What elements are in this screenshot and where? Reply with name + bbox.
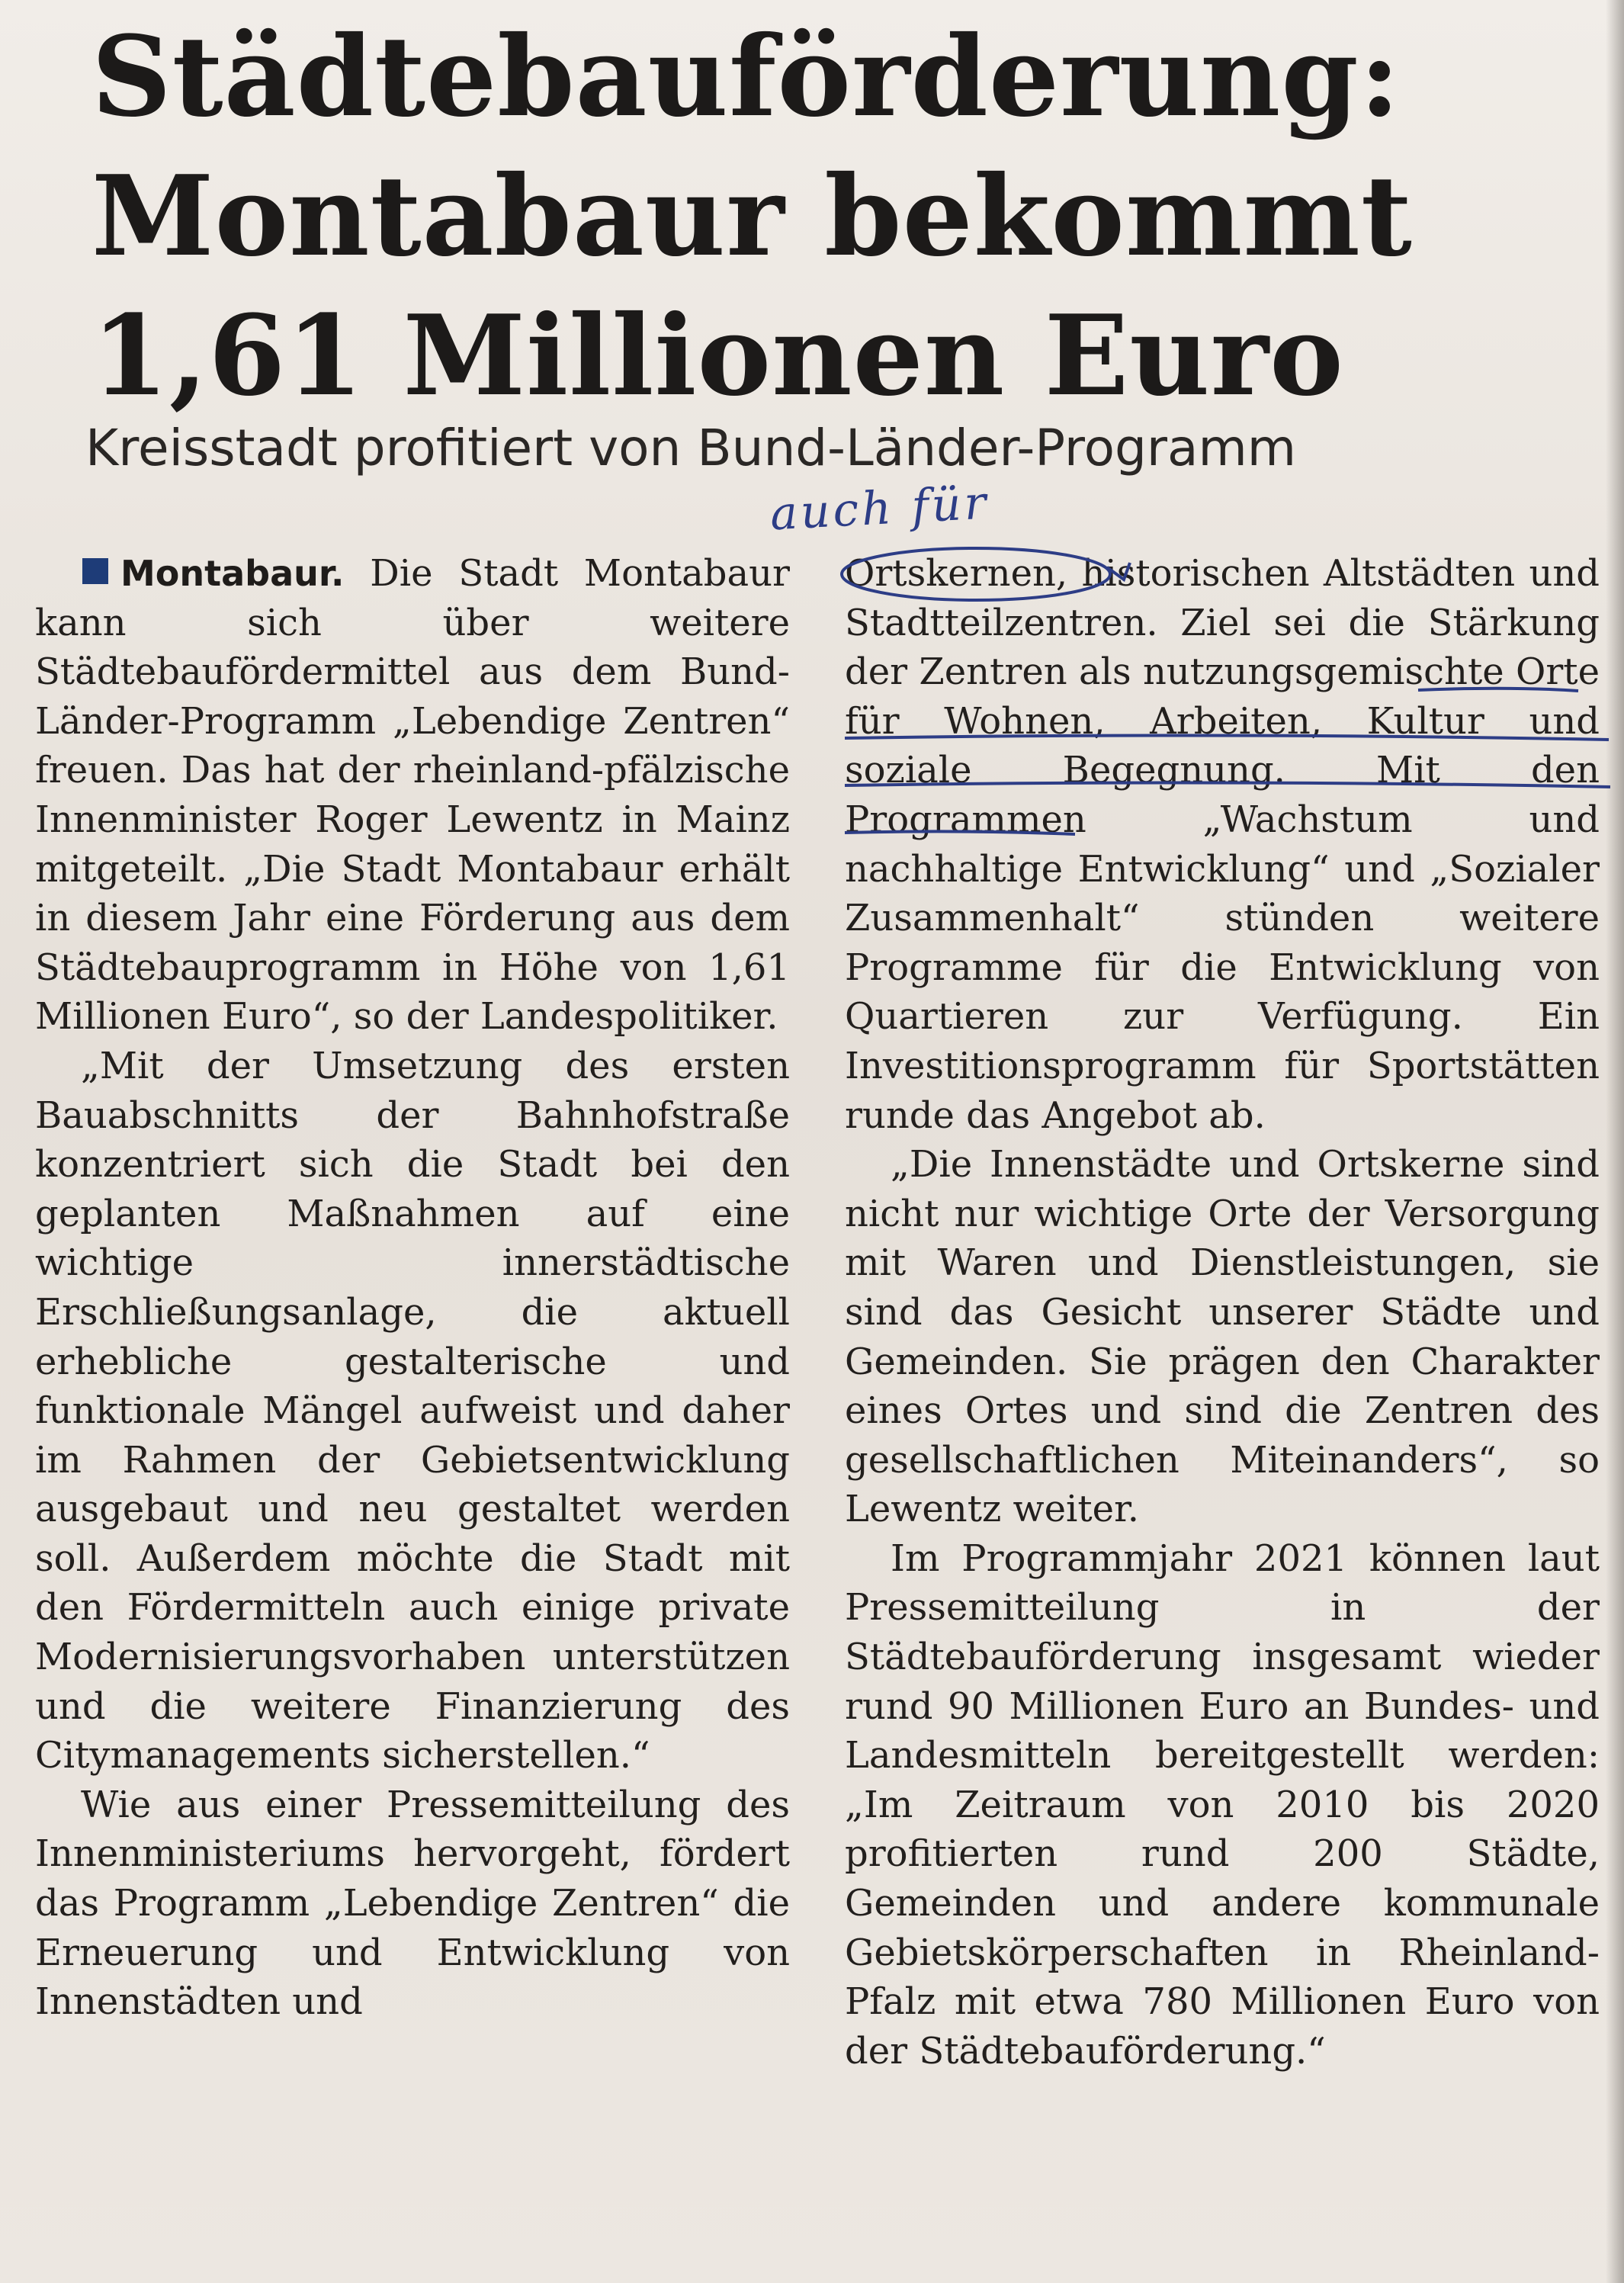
- paragraph-2: „Mit der Umsetzung des ersten Bauabschnitts der Bahnhofstraße konzentriert sich die Stadt bei den geplanten Maßnahmen auf eine wichtige innerstädtische Erschließungsanlage, die aktuell erhebliche gestalterische und funktionale Mängel aufweist und daher im Rahmen der Gebietsentwicklung ausgebaut und neu gestaltet werden soll. Außerdem möchte die Stadt mit den Fördermitteln auch einige private Modernisierungsvorhaben unterstützen und die weitere Finanzierung des Citymanagements sicherstellen.“: [35, 1044, 790, 1777]
- paragraph-1-text: Die Stadt Montabaur kann sich über weitere Städtebaufördermittel aus dem Bund-Länder-Programm „Lebendige Zentren“ freuen. Das hat der rheinland-pfälzische Innenminister Roger Lewentz in Mainz mitgeteilt. „Die Stadt Montabaur erhält in diesem Jahr eine Förderung aus dem Städtebauprogramm in Höhe von 1,61 Millionen Euro“, so der Landespolitiker.: [35, 552, 790, 1039]
- paragraph-6: Im Programmjahr 2021 können laut Pressemitteilung in der Städtebauförderung insgesamt wieder rund 90 Millionen Euro an Bundes- und Landesmitteln bereitgestellt werden: „Im Zeitraum von 2010 bis 2020 profitierten rund 200 Städte, Gemeinden und andere kommunale Gebietskörperschaften in Rheinland-Pfalz mit etwa 780 Millionen Euro von der Städtebauförderung.“: [845, 1536, 1600, 2073]
- paragraph-5: „Die Innenstädte und Ortskerne sind nicht nur wichtige Orte der Versorgung mit Waren und Dienstleistungen, sie sind das Gesicht unserer Städte und Gemeinden. Sie prägen den Charakter eines Ortes und sind die Zentren des gesellschaftlichen Miteinanders“, so Lewentz weiter.: [845, 1143, 1600, 1531]
- page-edge-shadow: [1606, 0, 1624, 2283]
- headline-line-2: Montabaur bekommt: [91, 152, 1413, 281]
- headline-line-3: 1,61 Millionen Euro: [91, 291, 1344, 421]
- headline-line-1: Städtebauförderung:: [91, 12, 1401, 142]
- headline: [91, 8, 1540, 426]
- subheadline: Kreisstadt profitiert von Bund-Länder-Programm: [85, 419, 1297, 477]
- bullet-square-icon: [82, 558, 108, 584]
- dateline: Montabaur.: [120, 553, 345, 594]
- article-column-left: [35, 549, 790, 2027]
- article-column-right: [845, 549, 1600, 2076]
- paragraph-1: [35, 549, 790, 1042]
- handwritten-note: auch für: [769, 476, 990, 541]
- paragraph-4: Ortskernen, historischen Altstädten und Stadtteilzentren. Ziel sei die Stärkung der Zentren als nutzungsgemischte Orte für Wohnen, Arbeiten, Kultur und soziale Begegnung. Mit den Programmen „Wachstum und nachhaltige Entwicklung“ und „Sozialer Zusammenhalt“ stünden weitere Programme für die Entwicklung von Quartieren zur Verfügung. Ein Investitionsprogramm für Sportstätten runde das Angebot ab.: [845, 552, 1600, 1137]
- paragraph-3: Wie aus einer Pressemitteilung des Innenministeriums hervorgeht, fördert das Programm „Lebendige Zentren“ die Erneuerung und Entwicklung von Innenstädten und: [35, 1783, 790, 2024]
